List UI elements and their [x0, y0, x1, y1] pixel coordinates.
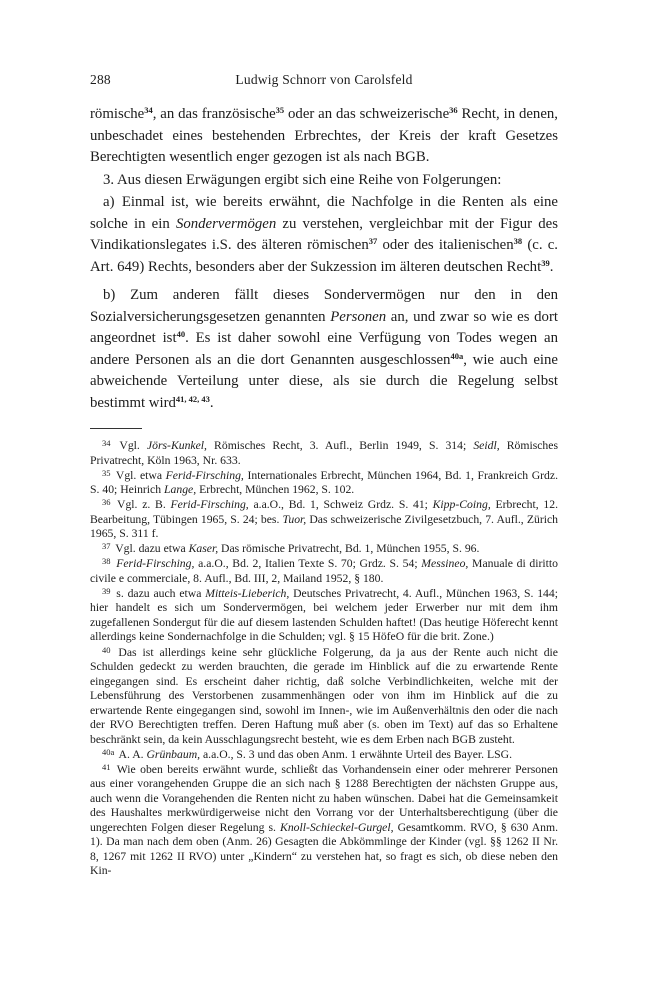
text-run: Vgl.: [112, 439, 147, 452]
text-run: a) Einmal ist, wie bereits erwähnt, die Nachfolge in die Renten als eine solche in ein: [90, 194, 558, 232]
text-run: Vgl. z. B.: [112, 498, 171, 512]
footnote-ref: 41, 42, 43: [175, 393, 210, 404]
text-run: Manuale di diritto civile e commerciale, 8. Aufl., Bd. III, 2, Mailand 1952, § 180.: [90, 557, 558, 585]
footnote-39: [90, 587, 558, 645]
text-run: s. dazu auch etwa: [112, 586, 206, 600]
text-run: Gesamtkomm. RVO, § 630 Anm. 1). Da man nach dem oben (Anm. 26) Gesagten die Abkömmlinge der Kinder (vgl. §§ 1262 II Nr. 8, 1267 mit 1262 II RVO) unter „Kindern“ zu verstehen hat, so fragt es sich, ob diese neben den Kin-: [90, 820, 559, 878]
footnote-divider: [90, 428, 142, 429]
author-name: Tuor,: [282, 512, 307, 526]
page-number: 288: [90, 72, 111, 87]
text-run: Römisches Recht, 3. Aufl., Berlin 1949, S. 314;: [206, 439, 474, 452]
text-run: Erbrecht, München 1962, S. 102.: [196, 483, 355, 497]
text-run: Das römische Privatrecht, Bd. 1, München 1955, S. 96.: [218, 542, 480, 556]
running-title: Ludwig Schnorr von Carolsfeld: [235, 72, 413, 87]
text-run: an, und zwar so wie es dort angeordnet ist: [90, 308, 558, 346]
author-name: Lange,: [164, 483, 197, 497]
body-paragraph-1: [90, 104, 558, 169]
text-run: (c. c. Art. 649) Rechts, besonders aber der Sukzession im älteren deutschen Recht: [90, 237, 558, 275]
text-run: b) Zum anderen fällt dieses Sondervermögen nur den in den Sozialversicherungsgesetzen genannten: [90, 287, 558, 325]
text-run: Römisches Privatrecht, Köln 1963, Nr. 633.: [90, 439, 559, 467]
text-run: .: [209, 394, 214, 411]
text-run: zu verstehen, vergleichbar mit der Figur des Vindikationslegates i.S. des älteren römischen: [90, 215, 558, 253]
text-run: . Es ist daher sowohl eine Verfügung von Todes wegen an andere Personen als an die dort Genannten ausgeschlossen: [90, 330, 558, 368]
main-text: [90, 104, 558, 414]
body-paragraph-2: 3. Aus diesen Erwägungen ergibt sich eine Reihe von Folgerungen:: [103, 171, 502, 188]
footnote-ref: 34: [144, 105, 153, 115]
footnote-number: 36: [102, 497, 111, 508]
footnote-40: [90, 646, 558, 748]
footnote-ref: 35: [275, 105, 285, 115]
footnote-38: [90, 557, 558, 586]
footnotes: [90, 439, 558, 879]
footnote-number: 38: [102, 556, 111, 567]
footnote-number: 34: [102, 438, 111, 448]
footnote-number: 40: [102, 644, 111, 655]
author-name: Messineo,: [421, 557, 469, 571]
text-run: a.a.O., Bd. 1, Schweiz Grdz. S. 41;: [248, 498, 433, 512]
footnote-35: [90, 469, 558, 498]
footnote-number: 35: [102, 467, 111, 478]
text-run: oder an das schweizerische: [284, 106, 450, 122]
text-run: .: [549, 258, 554, 275]
footnote-36: [90, 498, 558, 542]
author-name: Kipp-Coing,: [432, 498, 491, 512]
author-name: Knoll-Schieckel-Gurgel,: [280, 820, 394, 834]
footnote-ref: 39: [541, 257, 550, 268]
text-run: Recht, in denen, unbeschadet eines bestehenden Erbrechtes, der Kreis der kraft Gesetzes Berechtigten wesentlich enger gezogen ist als nach BGB.: [90, 106, 558, 165]
text-run: , an das französische: [152, 106, 276, 122]
author-name: Ferid-Firsching,: [165, 468, 244, 482]
text-run: Das ist allerdings keine sehr glückliche Folgerung, da ja aus der Rente auch nicht die Schulden gedeckt zu werden brauchten, die gerade im Hinblick auf die zu erwartende Rente eingegangen sind. Es erscheint daher richtig, daß solche Verbindlichkeiten, welche mit der Lebensführung des Verstorbenen zusammenhängen oder von ihm im Hinblick auf die zu erwartende Rente eingegangen sind, sowohl im Innen-, wie im Außenverhältnis den oder die nach der RVO Berechtigten treffen. Deren Haftung muß aber (s. oben im Text) auf das so Erhaltene beschränkt sein, da kein Ausschlagungsrecht besteht, wie es dem Erben nach BGB zusteht.: [90, 645, 558, 746]
text-run: Erbrecht, 12. Bearbeitung, Tübingen 1965, S. 24; bes.: [90, 498, 558, 526]
footnote-number: 39: [102, 585, 111, 596]
body-paragraph-3: [90, 192, 558, 278]
footnote-37: [90, 542, 558, 557]
text-run: Deutsches Privatrecht, 4. Aufl., München 1963, S. 144; hier handelt es sich um Sondervermögen, bei welchem jeder Erwerber nur mit dem ihm zugefallenen Sondergut für die auf diesem lastenden Schulden haftet! (Das heutige Höferecht kennt allerdings keine Sondernachfolge in die Schulden; vgl. § 15 HöfeO für die brit. Zone.): [90, 586, 558, 644]
footnote-ref: 38: [513, 236, 523, 246]
text-run: Internationales Erbrecht, München 1964, Bd. 1, Frankreich Grdz. S. 40; Heinrich: [90, 468, 558, 497]
footnote-34: [90, 439, 558, 468]
text-run: A. A.: [116, 747, 147, 761]
text-run: a.a.O., S. 3 und das oben Anm. 1 erwähnte Urteil des Bayer. LSG.: [200, 747, 512, 761]
text-run: Vgl. dazu etwa: [112, 542, 189, 556]
footnote-40a: [90, 748, 558, 763]
footnote-ref: 40: [176, 329, 186, 339]
book-page: [90, 72, 558, 879]
body-paragraph-4: [90, 285, 558, 414]
text-run: oder des italienischen: [377, 237, 514, 253]
footnote-ref: 36: [449, 105, 458, 115]
footnote-41: [90, 763, 558, 879]
page-header: [90, 72, 558, 92]
text-run: Vgl. etwa: [112, 468, 166, 482]
author-name: Ferid-Firsching,: [112, 557, 195, 571]
text-run: a.a.O., Bd. 2, Italien Texte S. 70; Grdz. S. 54;: [194, 557, 422, 571]
footnote-number: 41: [102, 761, 111, 772]
author-name: Seidl,: [473, 439, 500, 452]
author-name: Mitteis-Lieberich,: [205, 586, 290, 600]
emphasis: Personen: [330, 308, 387, 325]
author-name: Grünbaum,: [146, 747, 201, 761]
footnote-number: 40a: [102, 746, 115, 757]
text-run: römische: [90, 106, 145, 122]
author-name: Jörs-Kunkel,: [146, 439, 207, 452]
author-name: Kaser,: [188, 542, 219, 556]
footnote-ref: 40a: [450, 350, 464, 361]
author-name: Ferid-Firsching,: [170, 498, 249, 512]
footnote-ref: 37: [368, 236, 378, 246]
emphasis: Sondervermögen: [175, 215, 277, 232]
footnote-number: 37: [102, 541, 111, 552]
text-run: Wie oben bereits erwähnt wurde, schließt das Vorhandensein einer oder mehrerer Personen aus einer vorangehenden Gruppe die an sich nach § 1288 Berechtigten der nächsten Gruppe aus, auch wenn die Vorangehenden die Renten nicht zu haben wünschen. Dabei hat die Gemeinsamkeit des Haushaltes merkwürdigerweise nicht den Vorrang vor der Unterhaltsberechtigung (über die ungerechten Folgen dieser Regelung s.: [90, 762, 558, 834]
text-run: Das schweizerische Zivilgesetzbuch, 7. Aufl., Zürich 1965, S. 311 f.: [90, 512, 558, 541]
text-run: , wie auch eine abweichende Verteilung unter diese, als sie durch die Regelung selbst bestimmt wird: [90, 351, 558, 411]
